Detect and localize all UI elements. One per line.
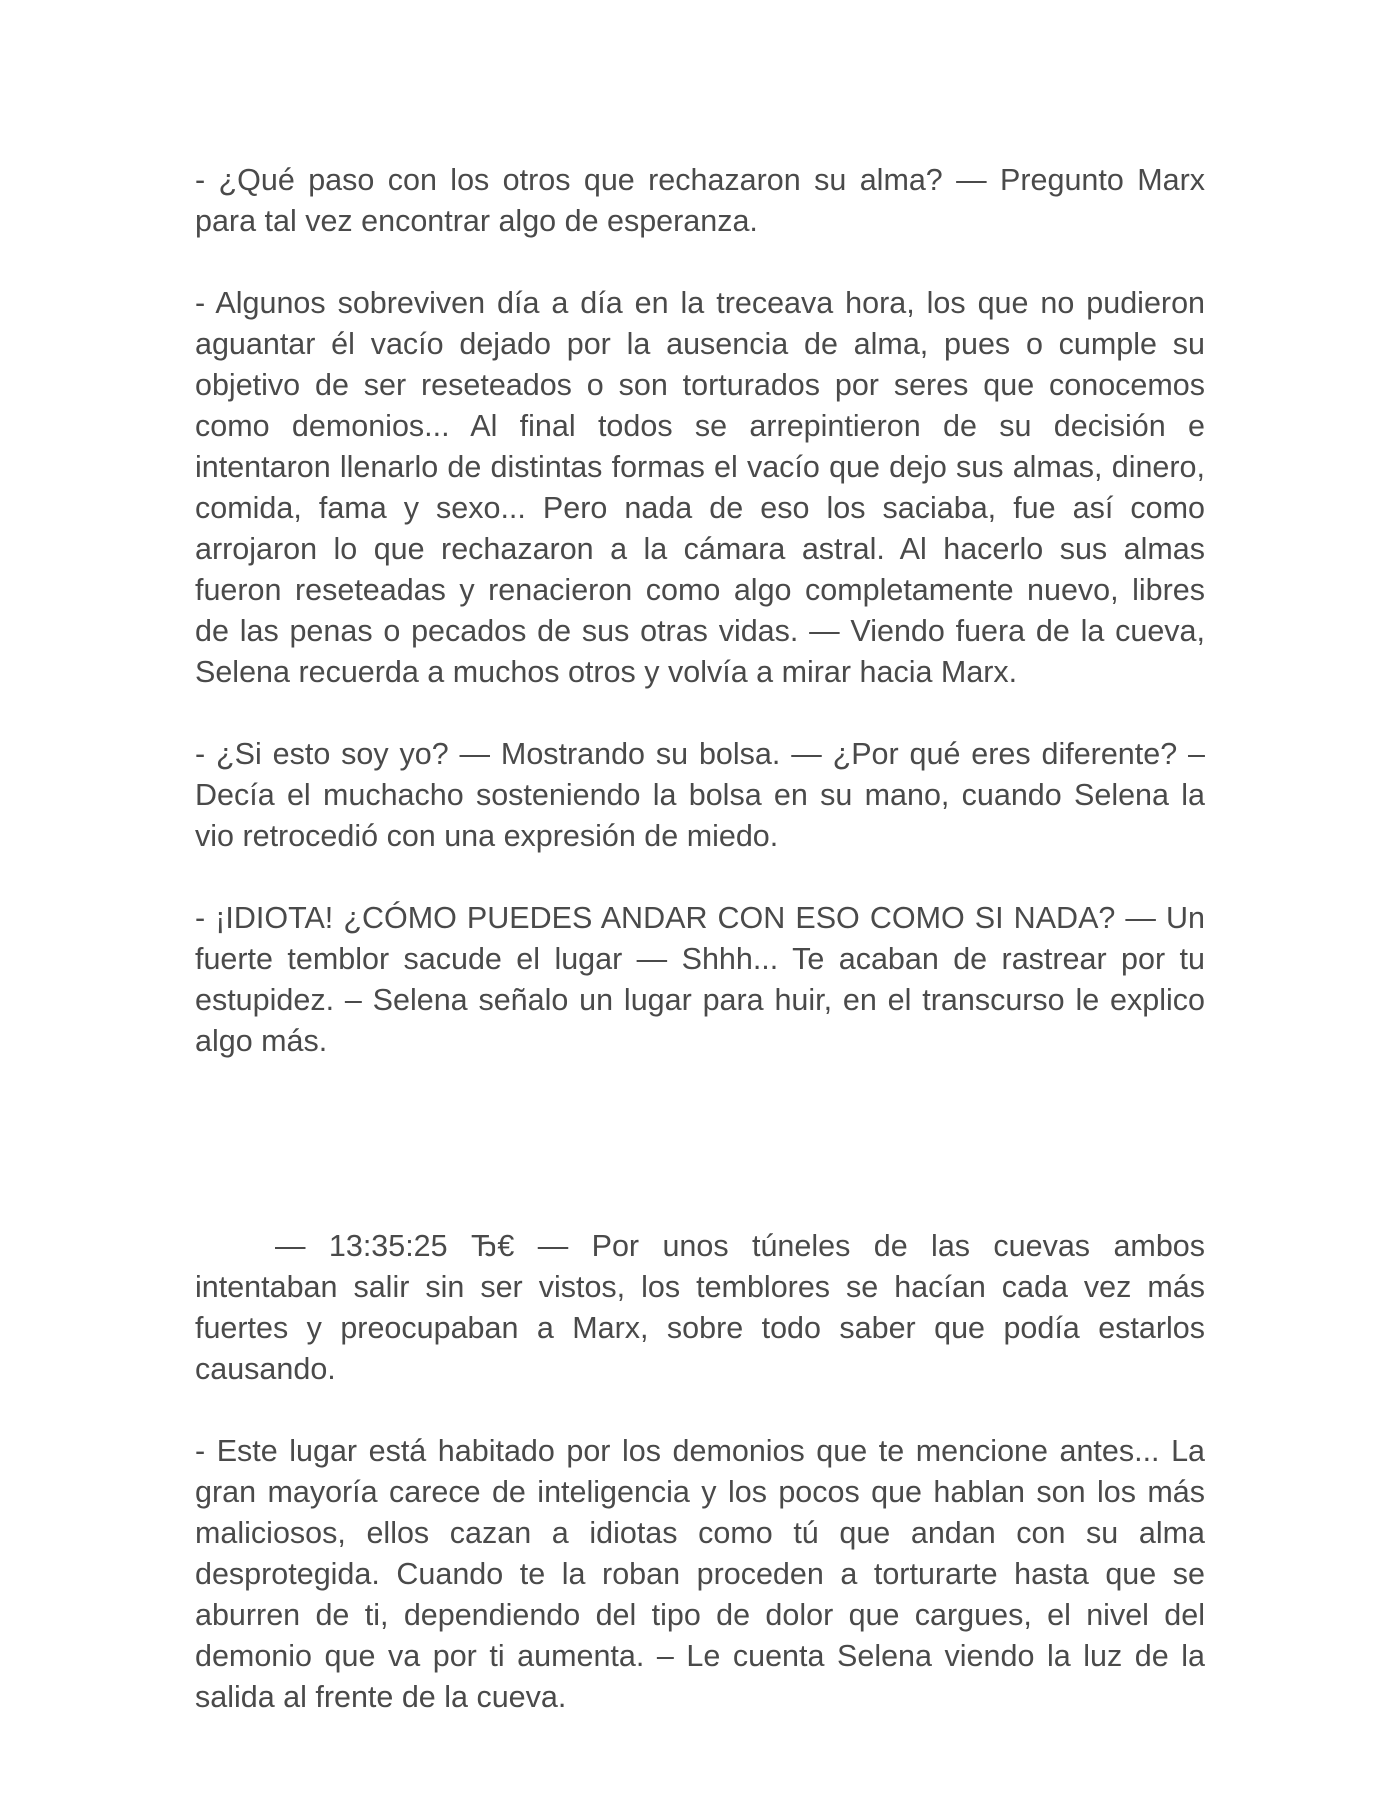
paragraph-1: - ¿Qué paso con los otros que rechazaron su alma? — Pregunto Marx para tal vez encontrar algo de esperanza.: [195, 163, 1205, 238]
paragraph-5: — 13:35:25 Ђ€ — Por unos túneles de las cuevas ambos intentaban salir sin ser vistos, los temblores se hacían cada vez más fuertes y preocupaban a Marx, sobre todo saber que podía estarlos causando.: [195, 1229, 1205, 1386]
paragraph-6: - Este lugar está habitado por los demonios que te mencione antes... La gran mayoría carece de inteligencia y los pocos que hablan son los más maliciosos, ellos cazan a idiotas como tú que andan con su alma desprotegida. Cuando te la roban proceden a torturarte hasta que se aburren de ti, dependiendo del tipo de dolor que cargues, el nivel del demonio que va por ti aumenta. – Le cuenta Selena viendo la luz de la salida al frente de la cueva.: [195, 1434, 1205, 1714]
paragraph-3: - ¿Si esto soy yo? — Mostrando su bolsa. — ¿Por qué eres diferente? – Decía el muchacho sosteniendo la bolsa en su mano, cuando Selena la vio retrocedió con una expresión de miedo.: [195, 737, 1205, 853]
paragraph-4: - ¡IDIOTA! ¿CÓMO PUEDES ANDAR CON ESO COMO SI NADA? — Un fuerte temblor sacude el lugar — Shhh... Te acaban de rastrear por tu estupidez. – Selena señalo un lugar para huir, en el transcurso le explico algo más.: [195, 901, 1205, 1058]
document-page: [195, 160, 1205, 1759]
paragraph-2: - Algunos sobreviven día a día en la treceava hora, los que no pudieron aguantar él vacío dejado por la ausencia de alma, pues o cumple su objetivo de ser reseteados o son torturados por seres que conocemos como demonios... Al final todos se arrepintieron de su decisión e intentaron llenarlo de distintas formas el vacío que dejo sus almas, dinero, comida, fama y sexo... Pero nada de eso los saciaba, fue así como arrojaron lo que rechazaron a la cámara astral. Al hacerlo sus almas fueron reseteadas y renacieron como algo completamente nuevo, libres de las penas o pecados de sus otras vidas. — Viendo fuera de la cueva, Selena recuerda a muchos otros y volvía a mirar hacia Marx.: [195, 286, 1205, 689]
section-break: [195, 1103, 1205, 1226]
